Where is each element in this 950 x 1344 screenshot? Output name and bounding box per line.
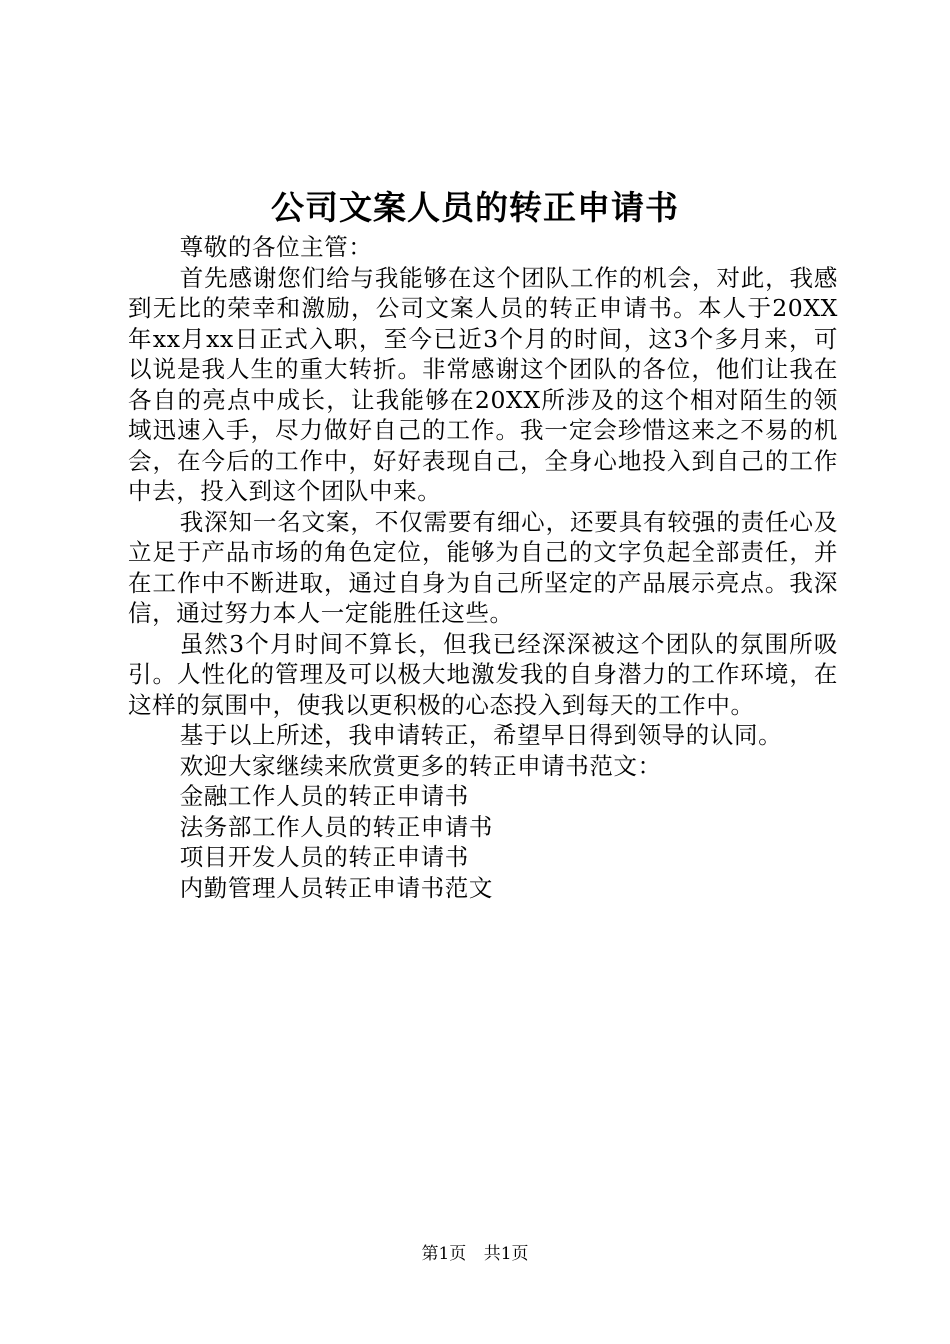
- document-title: 公司文案人员的转正申请书: [271, 188, 679, 227]
- document-body: [128, 232, 838, 903]
- related-link[interactable]: 项目开发人员的转正申请书: [179, 843, 469, 871]
- related-link[interactable]: 法务部工作人员的转正申请书: [179, 812, 493, 841]
- paragraph-1: 首先感谢您们给与我能够在这个团队工作的机会，对此，我感到无比的荣幸和激励，公司文案人员的转正申请书。本人于20XX年xx月xx日正式入职，至今已近3个月的时间，这3个多月来，可以说是我人生的重大转折。非常感谢这个团队的各位，他们让我在各自的亮点中成长，让我能够在20XX所涉及的这个相对陌生的领域迅速入手，尽力做好自己的工作。我一定会珍惜这来之不易的机会，在今后的工作中，好好表现自己，全身心地投入到自己的工作中去，投入到这个团队中来。: [128, 263, 838, 505]
- paragraph-4: 基于以上所述，我申请转正，希望早日得到领导的认同。: [179, 721, 783, 749]
- more-articles-intro: 欢迎大家继续来欣赏更多的转正申请书范文：: [179, 751, 662, 780]
- page-footer: [0, 1242, 950, 1266]
- paragraph-3: 虽然3个月时间不算长，但我已经深深被这个团队的氛围所吸引。人性化的管理及可以极大地激发我的自身潜力的工作环境，在这样的氛围中，使我以更积极的心态投入到每天的工作中。: [128, 629, 838, 719]
- paragraph-2: 我深知一名文案，不仅需要有细心，还要具有较强的责任心及立足于产品市场的角色定位，能够为自己的文字负起全部责任，并在工作中不断进取，通过自身为自己所坚定的产品展示亮点。我深信，通过努力本人一定能胜任这些。: [128, 507, 838, 627]
- related-link[interactable]: 内勤管理人员转正申请书范文: [179, 873, 493, 902]
- page-total: 共1页: [483, 1244, 529, 1264]
- related-link[interactable]: 金融工作人员的转正申请书: [179, 782, 469, 810]
- salutation: 尊敬的各位主管：: [179, 233, 373, 261]
- page-number: 第1页: [421, 1244, 467, 1264]
